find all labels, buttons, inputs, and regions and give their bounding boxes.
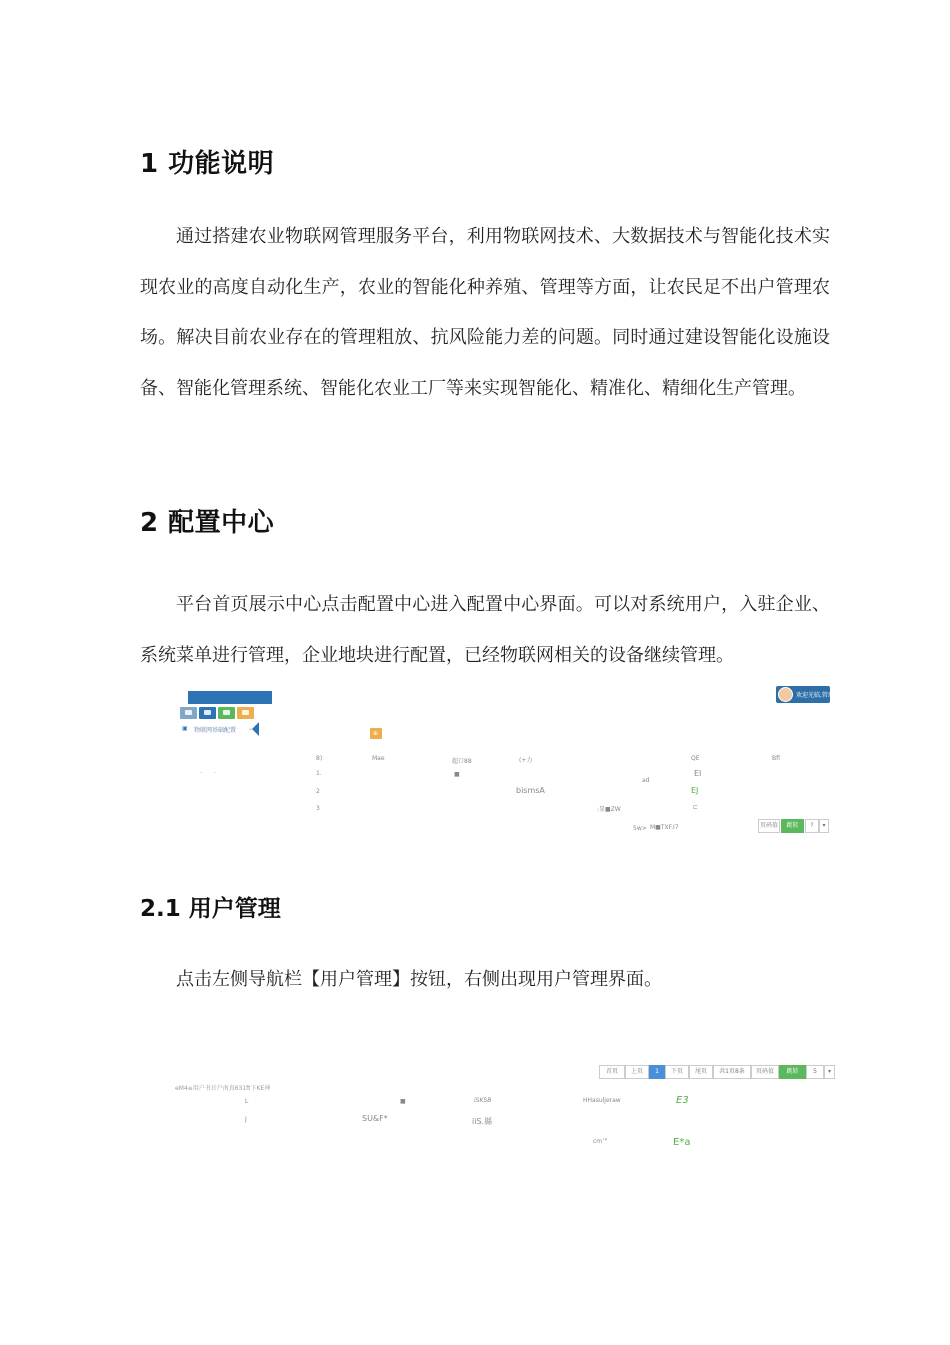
section-2-1-heading: 2.1 用户管理 xyxy=(140,896,281,922)
table-cell: iiS.縣 xyxy=(472,1117,493,1126)
user-icon[interactable] xyxy=(218,707,235,719)
dropdown-arrow-icon[interactable]: ▾ xyxy=(824,1065,835,1079)
footer-text: M■TXF.I7 xyxy=(650,824,679,831)
jump-button[interactable]: 跳转 xyxy=(781,819,804,833)
table-cell: ⊏ xyxy=(693,804,699,811)
col-header: 超口88 xyxy=(452,758,472,765)
grid-icon[interactable] xyxy=(199,707,216,719)
last-page-button[interactable]: 尾页 xyxy=(689,1065,713,1079)
page-size-select[interactable]: 5 xyxy=(806,1065,824,1079)
page-number-input[interactable]: 页码值 xyxy=(751,1065,779,1079)
section-2-paragraph xyxy=(140,580,830,681)
page-number-input[interactable]: 页码值 xyxy=(758,819,780,833)
section-1-heading: 1 功能说明 xyxy=(140,149,275,179)
prev-page-button[interactable]: 上页 xyxy=(625,1065,649,1079)
first-page-button[interactable]: 首页 xyxy=(599,1065,625,1079)
section-2-1-text: 点击左侧导航栏【用户管理】按钮，右侧出现用户管理界面。 xyxy=(176,969,662,990)
jump-button[interactable]: 跳转 xyxy=(779,1065,806,1079)
sidebar-item-iot-config[interactable] xyxy=(180,724,260,734)
col-header: (+力 xyxy=(519,757,533,764)
table-cell: ■ xyxy=(454,771,460,778)
table-cell: SU&F* xyxy=(362,1114,388,1123)
collapse-arrow-icon[interactable] xyxy=(252,722,259,736)
lightbulb-icon[interactable] xyxy=(237,707,254,719)
edit-link[interactable]: E3 xyxy=(676,1095,689,1106)
next-page-button[interactable]: 下页 xyxy=(665,1065,689,1079)
footer-text: 5w> xyxy=(633,825,647,832)
table-caption: eM4≡用户书甘户南真631ft卞KE神 xyxy=(175,1085,271,1092)
delete-link[interactable]: E*a xyxy=(673,1137,691,1148)
col-header: Mae xyxy=(372,755,385,762)
table-cell: EI xyxy=(694,769,702,778)
avatar xyxy=(778,687,793,702)
table-cell: HHasuljeraw xyxy=(583,1097,621,1104)
table-cell: bismsA xyxy=(516,786,545,795)
col-header: Bfl xyxy=(772,755,780,762)
section-2-heading: 2 配置中心 xyxy=(140,508,275,538)
sidebar-item-label: 物联网基础配置 xyxy=(194,727,237,734)
total-count: 共1页8条 xyxy=(713,1065,751,1079)
add-button[interactable]: ⊕ xyxy=(370,728,382,739)
table-cell: 2 xyxy=(316,788,320,795)
section-1-paragraph xyxy=(140,212,830,414)
table-cell: ad xyxy=(642,777,650,784)
section-1-text: 通过搭建农业物联网管理服务平台，利用物联网技术、大数据技术与智能化技术实现农业的高度自动化生产，农业的智能化种养殖、管理等方面，让农民足不出户管理农场。解决目前农业存在的管理粗放、抗风险能力差的问题。同时通过建设智能化设施设备、智能化管理系统、智能化农业工厂等来实现智能化、精准化、精细化生产管理。 xyxy=(140,226,830,399)
user-label: 欢迎光临,管理 xyxy=(796,692,834,699)
table-cell: 1. xyxy=(316,770,322,777)
page-1-button[interactable]: 1 xyxy=(649,1065,665,1079)
table-cell: L xyxy=(245,1098,249,1105)
section-2-text: 平台首页展示中心点击配置中心进入配置中心界面。可以对系统用户，入驻企业、系统菜单进行管理，企业地块进行配置，已经物联网相关的设备继续管理。 xyxy=(140,594,830,666)
table-cell: :显■ZW xyxy=(597,806,621,813)
folder-icon: ▣ xyxy=(182,725,188,732)
table-cell: J xyxy=(245,1116,247,1123)
col-header: 8) xyxy=(316,755,323,762)
dropdown-arrow-icon[interactable]: ▾ xyxy=(819,819,829,833)
section-2-1-paragraph xyxy=(140,955,830,1006)
table-cell[interactable]: EJ xyxy=(691,786,699,795)
page-size-select[interactable]: ? xyxy=(805,819,819,833)
monitor-icon[interactable] xyxy=(180,707,197,719)
table-cell: 3 xyxy=(316,805,320,812)
chevron-down-icon: ⌄ xyxy=(248,725,254,732)
header-bar xyxy=(188,691,272,704)
table-cell: ■ xyxy=(400,1098,406,1105)
table-cell: iSKSB xyxy=(474,1097,492,1104)
table-cell: cm™ xyxy=(593,1138,609,1145)
user-menu[interactable] xyxy=(776,686,834,703)
col-header: QE xyxy=(691,755,700,762)
